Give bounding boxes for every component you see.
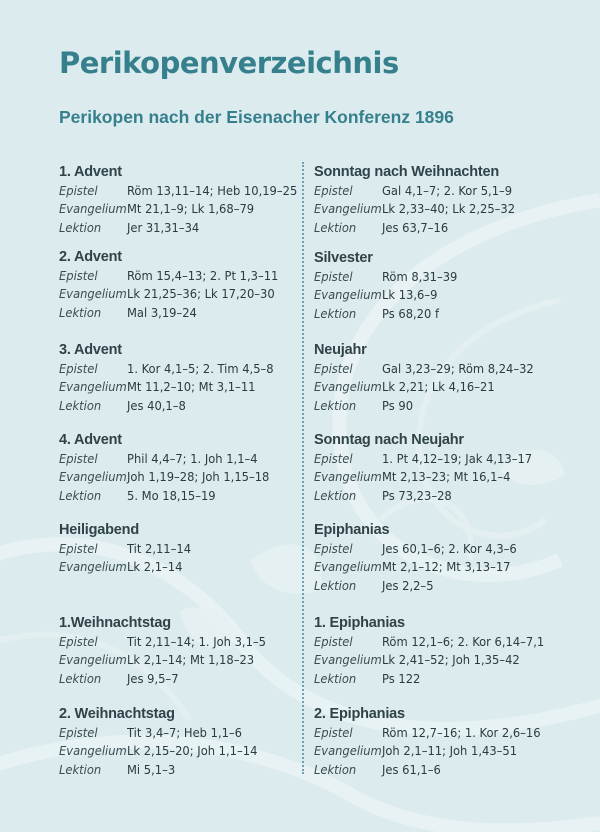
section-silvester [314,250,559,324]
reading-reference: Röm 12,1–6; 2. Kor 6,14–7,1 [382,634,545,650]
reading-label: Epistel [314,541,353,557]
section-heading: Sonntag nach Neujahr [314,432,464,448]
reading-row [59,286,304,305]
reading-row [59,487,304,506]
reading-reference: Mt 11,2–10; Mt 3,1–11 [127,380,256,396]
reading-reference: Ps 73,23–28 [382,488,452,504]
reading-reference: 1. Kor 4,1–5; 2. Tim 4,5–8 [127,361,274,377]
reading-reference: Tit 3,4–7; Heb 1,1–6 [127,725,243,741]
section-epiphanias [314,522,559,596]
reading-label: Evangelium [59,380,127,396]
reading-row [59,360,304,379]
section-4-advent [59,432,304,506]
reading-label: Lektion [59,762,102,778]
section-heading: 1. Epiphanias [314,615,405,631]
reading-label: Epistel [59,361,98,377]
reading-label: Evangelium [59,470,127,486]
reading-label: Epistel [59,541,98,557]
reading-row [314,652,559,671]
section-1-advent [59,164,304,238]
reading-label: Lektion [314,671,357,687]
section-heading: 1. Advent [59,164,122,180]
reading-row [314,761,559,780]
reading-reference: Lk 2,15–20; Joh 1,1–14 [127,744,258,760]
section-heading: 2. Weihnachtstag [59,706,175,722]
section-heading: Neujahr [314,342,367,358]
reading-label: Lektion [314,488,357,504]
section-heiligabend [59,522,304,577]
reading-label: Evangelium [59,560,127,576]
section-2-advent [59,249,304,323]
reading-row [314,379,559,398]
section-heading: Heiligabend [59,522,139,538]
section-neujahr [314,342,559,416]
reading-label: Evangelium [314,560,382,576]
reading-row [59,559,304,578]
reading-label: Evangelium [314,202,382,218]
reading-row [314,219,559,238]
reading-row [314,469,559,488]
reading-row [314,577,559,596]
reading-label: Evangelium [314,653,382,669]
reading-label: Lektion [314,398,357,414]
reading-reference: Röm 8,31–39 [382,269,458,285]
reading-label: Evangelium [314,470,382,486]
reading-row [314,559,559,578]
reading-row [314,724,559,743]
reading-reference: Jes 2,2–5 [382,578,434,594]
reading-label: Epistel [314,361,353,377]
reading-reference: Tit 2,11–14; 1. Joh 3,1–5 [127,634,266,650]
reading-reference: Jer 31,31–34 [127,220,200,236]
section-heading: Sonntag nach Weihnachten [314,164,500,180]
reading-label: Lektion [314,762,357,778]
reading-label: Epistel [59,183,98,199]
reading-reference: Röm 15,4–13; 2. Pt 1,3–11 [127,268,279,284]
page-subtitle: Perikopen nach der Eisenacher Konferenz 1896 [59,107,454,127]
section-heading: Silvester [314,250,373,266]
reading-label: Epistel [59,451,98,467]
reading-row [59,201,304,220]
reading-reference: Mal 3,19–24 [127,305,197,321]
reading-row [314,540,559,559]
reading-label: Epistel [59,725,98,741]
reading-reference: Mi 5,1–3 [127,762,176,778]
section-heading: 4. Advent [59,432,122,448]
section-3-advent [59,342,304,416]
reading-reference: Joh 2,1–11; Joh 1,43–51 [382,744,518,760]
reading-row [314,397,559,416]
reading-row [314,287,559,306]
reading-label: Epistel [314,725,353,741]
section-2-weihnachtstag [59,706,304,780]
section-1-weihnachtstag [59,615,304,689]
reading-label: Epistel [314,634,353,650]
reading-row [314,743,559,762]
reading-row [59,469,304,488]
reading-row [314,201,559,220]
reading-row [59,540,304,559]
reading-row [59,743,304,762]
reading-reference: Ps 90 [382,398,414,414]
reading-reference: Tit 2,11–14 [127,541,192,557]
reading-label: Evangelium [314,380,382,396]
reading-row [59,397,304,416]
section-heading: 3. Advent [59,342,122,358]
reading-reference: Gal 4,1–7; 2. Kor 5,1–9 [382,183,513,199]
reading-label: Evangelium [314,288,382,304]
reading-row [59,379,304,398]
reading-row [314,633,559,652]
reading-reference: Jes 61,1–6 [382,762,441,778]
reading-label: Lektion [59,488,102,504]
reading-reference: Ps 68,20 f [382,306,440,322]
reading-label: Lektion [314,220,357,236]
reading-label: Evangelium [59,653,127,669]
reading-reference: Lk 2,41–52; Joh 1,35–42 [382,653,520,669]
reading-reference: Jes 9,5–7 [127,671,179,687]
reading-row [59,761,304,780]
reading-reference: Phil 4,4–7; 1. Joh 1,1–4 [127,451,258,467]
section-1-epiphanias [314,615,559,689]
reading-row [314,268,559,287]
page-title: Perikopenverzeichnis [59,46,399,80]
reading-reference: Lk 2,33–40; Lk 2,25–32 [382,202,516,218]
reading-row [314,182,559,201]
reading-label: Evangelium [59,744,127,760]
reading-label: Lektion [59,671,102,687]
reading-reference: Mt 2,13–23; Mt 16,1–4 [382,470,511,486]
reading-label: Lektion [59,398,102,414]
reading-row [314,305,559,324]
reading-label: Epistel [314,269,353,285]
reading-reference: Jes 63,7–16 [382,220,449,236]
reading-row [59,219,304,238]
reading-label: Lektion [59,220,102,236]
reading-row [59,724,304,743]
reading-row [314,670,559,689]
reading-label: Lektion [314,578,357,594]
reading-reference: Joh 1,19–28; Joh 1,15–18 [127,470,270,486]
section-heading: 1.Weihnachtstag [59,615,171,631]
section-2-epiphanias [314,706,559,780]
reading-reference: Lk 2,1–14; Mt 1,18–23 [127,653,255,669]
section-heading: 2. Advent [59,249,122,265]
reading-row [59,182,304,201]
reading-reference: Lk 2,21; Lk 4,16–21 [382,380,495,396]
reading-label: Epistel [314,183,353,199]
reading-label: Evangelium [314,744,382,760]
reading-label: Lektion [59,305,102,321]
reading-reference: 1. Pt 4,12–19; Jak 4,13–17 [382,451,533,467]
reading-label: Epistel [314,451,353,467]
reading-reference: Jes 40,1–8 [127,398,186,414]
reading-reference: Lk 21,25–36; Lk 17,20–30 [127,287,275,303]
section-sonntag-nach-neujahr [314,432,559,506]
reading-row [314,450,559,469]
reading-label: Epistel [59,268,98,284]
reading-reference: Ps 122 [382,671,421,687]
section-sonntag-nach-weihnachten [314,164,559,238]
reading-label: Lektion [314,306,357,322]
reading-row [59,267,304,286]
reading-reference: Röm 12,7–16; 1. Kor 2,6–16 [382,725,541,741]
section-heading: Epiphanias [314,522,390,538]
reading-label: Evangelium [59,202,127,218]
reading-reference: 5. Mo 18,15–19 [127,488,216,504]
reading-row [59,450,304,469]
reading-row [59,670,304,689]
reading-row [59,652,304,671]
reading-reference: Lk 2,1–14 [127,560,183,576]
reading-reference: Jes 60,1–6; 2. Kor 4,3–6 [382,541,517,557]
reading-reference: Mt 21,1–9; Lk 1,68–79 [127,202,255,218]
reading-label: Epistel [59,634,98,650]
reading-row [59,633,304,652]
reading-row [314,360,559,379]
reading-reference: Röm 13,11–14; Heb 10,19–25 [127,183,298,199]
reading-row [314,487,559,506]
section-heading: 2. Epiphanias [314,706,405,722]
reading-reference: Lk 13,6–9 [382,288,438,304]
reading-reference: Gal 3,23–29; Röm 8,24–32 [382,361,534,377]
reading-row [59,304,304,323]
reading-label: Evangelium [59,287,127,303]
reading-reference: Mt 2,1–12; Mt 3,13–17 [382,560,511,576]
